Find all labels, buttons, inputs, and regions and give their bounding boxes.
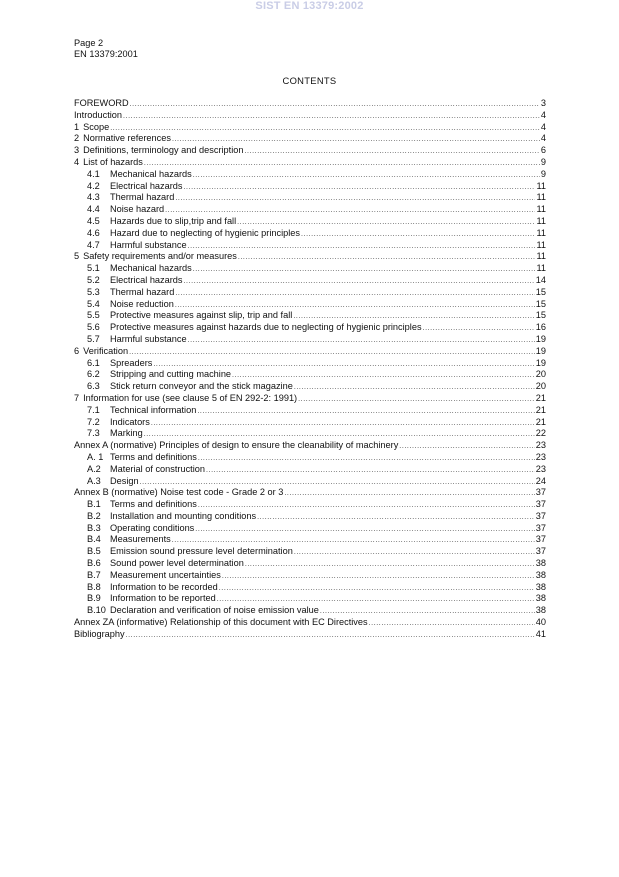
toc-entry-title: Protective measures against slip, trip and fall <box>110 310 293 321</box>
toc-dot-leader <box>123 111 540 123</box>
toc-entry-number: 7.2 <box>87 416 100 427</box>
toc-entry-title: Harmful substance <box>110 333 187 344</box>
toc-dot-leader <box>423 323 535 335</box>
toc-entry[interactable] <box>74 593 546 605</box>
toc-entry-page: 4 <box>540 121 546 132</box>
toc-entry-page: 19 <box>535 345 546 356</box>
toc-entry-number: B.9 <box>87 593 101 604</box>
toc-entry-number: 2 <box>74 133 80 144</box>
toc-entry-title: Installation and mounting conditions <box>110 510 257 521</box>
toc-entry[interactable] <box>74 487 546 499</box>
page-header <box>74 38 138 59</box>
toc-entry-page: 37 <box>535 522 546 533</box>
toc-entry-number: B.2 <box>87 510 101 521</box>
toc-entry-title: Operating conditions <box>110 522 195 533</box>
toc-entry[interactable] <box>74 358 546 370</box>
toc-entry-title: Safety requirements and/or measures <box>83 251 237 262</box>
toc-entry-title: Protective measures against hazards due to neglecting of hygienic principles <box>110 322 422 333</box>
toc-entry-title: Sound power level determination <box>110 558 244 569</box>
toc-entry[interactable] <box>74 452 546 464</box>
toc-entry-page: 11 <box>536 227 546 238</box>
toc-dot-leader <box>301 229 535 241</box>
toc-entry[interactable] <box>74 145 546 157</box>
toc-entry-page: 21 <box>535 404 546 415</box>
toc-dot-leader <box>222 571 535 583</box>
toc-entry-title: Measurement uncertainties <box>110 569 221 580</box>
toc-entry-page: 38 <box>535 593 546 604</box>
toc-entry-title: Annex B (normative) Noise test code - Grade 2 or 3 <box>74 487 284 498</box>
toc-entry-page: 37 <box>535 487 546 498</box>
watermark: SIST EN 13379:2002 <box>255 0 364 12</box>
toc-entry-number: B.5 <box>87 546 101 557</box>
toc-entry-number: B.4 <box>87 534 101 545</box>
toc-entry[interactable] <box>74 110 546 122</box>
toc-entry[interactable] <box>74 251 546 263</box>
toc-entry-number: B.1 <box>87 499 101 510</box>
toc-entry-page: 11 <box>536 239 546 250</box>
toc-entry-page: 15 <box>535 298 546 309</box>
toc-entry-title: Indicators <box>110 416 150 427</box>
toc-entry-page: 23 <box>535 440 546 451</box>
toc-entry-page: 23 <box>535 451 546 462</box>
toc-entry-page: 9 <box>540 168 546 179</box>
toc-entry-number: 5.4 <box>87 298 100 309</box>
toc-entry[interactable] <box>74 428 546 440</box>
document-id: EN 13379:2001 <box>74 48 138 59</box>
toc-dot-leader <box>298 394 535 406</box>
toc-entry-title: Noise hazard <box>110 204 165 215</box>
toc-dot-leader <box>238 252 536 264</box>
toc-entry[interactable] <box>74 133 546 145</box>
table-of-contents <box>74 98 546 641</box>
toc-entry-number: 7.3 <box>87 428 100 439</box>
toc-entry[interactable] <box>74 157 546 169</box>
toc-dot-leader <box>110 123 540 135</box>
toc-entry-page: 37 <box>535 534 546 545</box>
toc-entry-number: B.10 <box>87 605 106 616</box>
toc-entry[interactable] <box>74 181 546 193</box>
toc-entry-title: Scope <box>83 121 110 132</box>
toc-entry-number: 6 <box>74 345 80 356</box>
toc-entry-title: Verification <box>83 345 129 356</box>
toc-entry-title: Material of construction <box>110 463 205 474</box>
toc-dot-leader <box>399 441 534 453</box>
toc-entry[interactable] <box>74 534 546 546</box>
toc-entry-page: 11 <box>536 180 546 191</box>
toc-dot-leader <box>294 382 535 394</box>
toc-entry[interactable] <box>74 192 546 204</box>
toc-entry[interactable] <box>74 228 546 240</box>
toc-entry-number: B.6 <box>87 558 101 569</box>
toc-entry-title: Terms and definitions <box>110 451 197 462</box>
toc-entry-title: Design <box>110 475 139 486</box>
toc-entry-page: 21 <box>535 392 546 403</box>
toc-entry-title: Definitions, terminology and description <box>83 145 244 156</box>
toc-entry[interactable] <box>74 605 546 617</box>
toc-entry[interactable] <box>74 346 546 358</box>
toc-entry-title: Marking <box>110 428 143 439</box>
toc-dot-leader <box>219 583 535 595</box>
toc-entry-page: 37 <box>535 499 546 510</box>
contents-title: CONTENTS <box>282 75 337 86</box>
toc-dot-leader <box>257 512 535 524</box>
toc-entry-title: Thermal hazard <box>110 286 175 297</box>
toc-entry-page: 11 <box>536 192 546 203</box>
toc-entry[interactable] <box>74 523 546 535</box>
toc-entry-number: B.3 <box>87 522 101 533</box>
toc-entry-number: 5.6 <box>87 322 100 333</box>
toc-entry-page: 11 <box>536 263 546 274</box>
toc-entry-page: 3 <box>540 98 546 108</box>
toc-entry-title: Mechanical hazards <box>110 263 192 274</box>
toc-entry-number: 7 <box>74 392 80 403</box>
toc-dot-leader <box>193 264 536 276</box>
toc-entry-page: 21 <box>535 416 546 427</box>
toc-entry-number: 5.7 <box>87 333 100 344</box>
toc-entry-page: 19 <box>535 357 546 368</box>
toc-entry-title: Spreaders <box>110 357 153 368</box>
toc-entry-number: 4.2 <box>87 180 100 191</box>
toc-entry-page: 20 <box>535 381 546 392</box>
page-number: Page 2 <box>74 38 104 48</box>
toc-entry[interactable] <box>74 310 546 322</box>
toc-entry-title: Introduction <box>74 109 123 120</box>
toc-entry-page: 11 <box>536 251 546 262</box>
toc-entry[interactable] <box>74 275 546 287</box>
toc-entry-number: B.7 <box>87 569 101 580</box>
toc-entry-page: 11 <box>536 215 546 226</box>
toc-entry-number: 1 <box>74 121 80 132</box>
toc-entry[interactable] <box>74 287 546 299</box>
toc-dot-leader <box>126 630 535 642</box>
toc-entry-page: 4 <box>540 133 546 144</box>
toc-entry-title: List of hazards <box>83 156 143 167</box>
toc-entry-number: 4.4 <box>87 204 100 215</box>
toc-entry[interactable] <box>74 334 546 346</box>
toc-dot-leader <box>130 99 540 111</box>
toc-entry[interactable] <box>74 240 546 252</box>
toc-entry-number: A.2 <box>87 463 101 474</box>
toc-dot-leader <box>188 335 535 347</box>
toc-entry-title: Mechanical hazards <box>110 168 192 179</box>
toc-entry-page: 38 <box>535 605 546 616</box>
toc-entry-title: Declaration and verification of noise emission value <box>110 605 319 616</box>
toc-entry-title: Electrical hazards <box>110 274 183 285</box>
toc-entry-page: 11 <box>536 204 546 215</box>
toc-dot-leader <box>151 418 535 430</box>
toc-entry-page: 38 <box>535 558 546 569</box>
toc-entry[interactable] <box>74 558 546 570</box>
toc-entry-number: 4.6 <box>87 227 100 238</box>
toc-entry[interactable] <box>74 582 546 594</box>
toc-entry-title: Thermal hazard <box>110 192 175 203</box>
toc-entry-page: 20 <box>535 369 546 380</box>
toc-entry-title: Annex A (normative) Principles of design to ensure the cleanability of machinery <box>74 440 399 451</box>
toc-dot-leader <box>369 618 535 630</box>
toc-entry-page: 15 <box>535 286 546 297</box>
toc-entry[interactable] <box>74 369 546 381</box>
toc-entry[interactable] <box>74 629 546 641</box>
toc-entry-page: 37 <box>535 510 546 521</box>
toc-entry-title: Information to be reported <box>110 593 216 604</box>
toc-entry-number: 3 <box>74 145 80 156</box>
toc-entry-page: 16 <box>535 322 546 333</box>
toc-entry[interactable] <box>74 546 546 558</box>
toc-entry-page: 40 <box>535 617 546 628</box>
toc-entry[interactable] <box>74 499 546 511</box>
toc-entry-title: Stripping and cutting machine <box>110 369 232 380</box>
toc-entry-number: 5 <box>74 251 80 262</box>
toc-entry-number: 4.3 <box>87 192 100 203</box>
toc-entry-title: Measurements <box>110 534 171 545</box>
toc-entry-number: 4.5 <box>87 215 100 226</box>
toc-dot-leader <box>284 488 534 500</box>
toc-entry-page: 38 <box>535 569 546 580</box>
toc-dot-leader <box>193 170 540 182</box>
toc-entry[interactable] <box>74 511 546 523</box>
toc-entry-title: FOREWORD <box>74 98 129 108</box>
toc-dot-leader <box>175 193 535 205</box>
toc-entry[interactable] <box>74 464 546 476</box>
toc-entry-page: 24 <box>535 475 546 486</box>
toc-entry-number: 7.1 <box>87 404 100 415</box>
toc-entry-title: Noise reduction <box>110 298 174 309</box>
toc-dot-leader <box>184 276 535 288</box>
toc-dot-leader <box>175 288 534 300</box>
toc-entry-title: Emission sound pressure level determination <box>110 546 293 557</box>
toc-dot-leader <box>184 182 536 194</box>
toc-entry[interactable] <box>74 322 546 334</box>
toc-entry[interactable] <box>74 204 546 216</box>
toc-entry-title: Electrical hazards <box>110 180 183 191</box>
toc-entry-number: 6.2 <box>87 369 100 380</box>
toc-entry-page: 14 <box>535 274 546 285</box>
toc-entry-page: 37 <box>535 546 546 557</box>
toc-entry-number: 5.2 <box>87 274 100 285</box>
toc-entry[interactable] <box>74 98 546 110</box>
toc-entry[interactable] <box>74 169 546 181</box>
toc-dot-leader <box>198 453 535 465</box>
toc-entry-page: 38 <box>535 581 546 592</box>
toc-entry-title: Hazard due to neglecting of hygienic principles <box>110 227 300 238</box>
toc-entry[interactable] <box>74 122 546 134</box>
toc-dot-leader <box>206 465 535 477</box>
toc-entry[interactable] <box>74 405 546 417</box>
toc-entry[interactable] <box>74 440 546 452</box>
toc-entry-page: 23 <box>535 463 546 474</box>
toc-entry[interactable] <box>74 299 546 311</box>
toc-entry[interactable] <box>74 476 546 488</box>
toc-entry-title: Information to be recorded <box>110 581 218 592</box>
toc-entry-number: 6.3 <box>87 381 100 392</box>
toc-entry-title: Normative references <box>83 133 171 144</box>
toc-entry[interactable] <box>74 381 546 393</box>
toc-entry-title: Terms and definitions <box>110 499 197 510</box>
toc-dot-leader <box>195 524 534 536</box>
toc-entry[interactable] <box>74 570 546 582</box>
toc-entry-number: 4.7 <box>87 239 100 250</box>
toc-entry-title: Technical information <box>110 404 197 415</box>
toc-dot-leader <box>144 158 540 170</box>
toc-dot-leader <box>245 559 535 571</box>
toc-entry-page: 19 <box>535 333 546 344</box>
toc-dot-leader <box>244 146 539 158</box>
toc-entry-page: 15 <box>535 310 546 321</box>
toc-entry-number: 5.5 <box>87 310 100 321</box>
toc-entry-title: Annex ZA (informative) Relationship of this document with EC Directives <box>74 617 368 628</box>
toc-entry-title: Harmful substance <box>110 239 187 250</box>
toc-dot-leader <box>129 347 535 359</box>
toc-entry-number: 5.3 <box>87 286 100 297</box>
toc-dot-leader <box>197 406 534 418</box>
toc-entry-title: Bibliography <box>74 628 125 639</box>
toc-entry-page: 9 <box>540 156 546 167</box>
toc-entry[interactable] <box>74 393 546 405</box>
toc-entry-title: Hazards due to slip,trip and fall <box>110 215 237 226</box>
toc-entry-number: 4.1 <box>87 168 100 179</box>
toc-entry-number: 6.1 <box>87 357 100 368</box>
toc-entry-number: 4 <box>74 156 80 167</box>
toc-entry-number: A. 1 <box>87 451 104 462</box>
toc-dot-leader <box>188 241 536 253</box>
toc-entry-page: 22 <box>535 428 546 439</box>
toc-entry-page: 41 <box>535 628 546 639</box>
toc-entry-page: 6 <box>540 145 546 156</box>
toc-entry-number: B.8 <box>87 581 101 592</box>
toc-entry[interactable] <box>74 263 546 275</box>
toc-entry[interactable] <box>74 617 546 629</box>
toc-entry-title: Stick return conveyor and the stick magazine <box>110 381 293 392</box>
toc-entry[interactable] <box>74 216 546 228</box>
toc-entry-title: Information for use (see clause 5 of EN 292-2: 1991) <box>83 392 298 403</box>
toc-entry-page: 4 <box>540 109 546 120</box>
toc-dot-leader <box>294 547 535 559</box>
toc-entry-number: A.3 <box>87 475 101 486</box>
toc-entry-number: 5.1 <box>87 263 100 274</box>
toc-entry[interactable] <box>74 417 546 429</box>
